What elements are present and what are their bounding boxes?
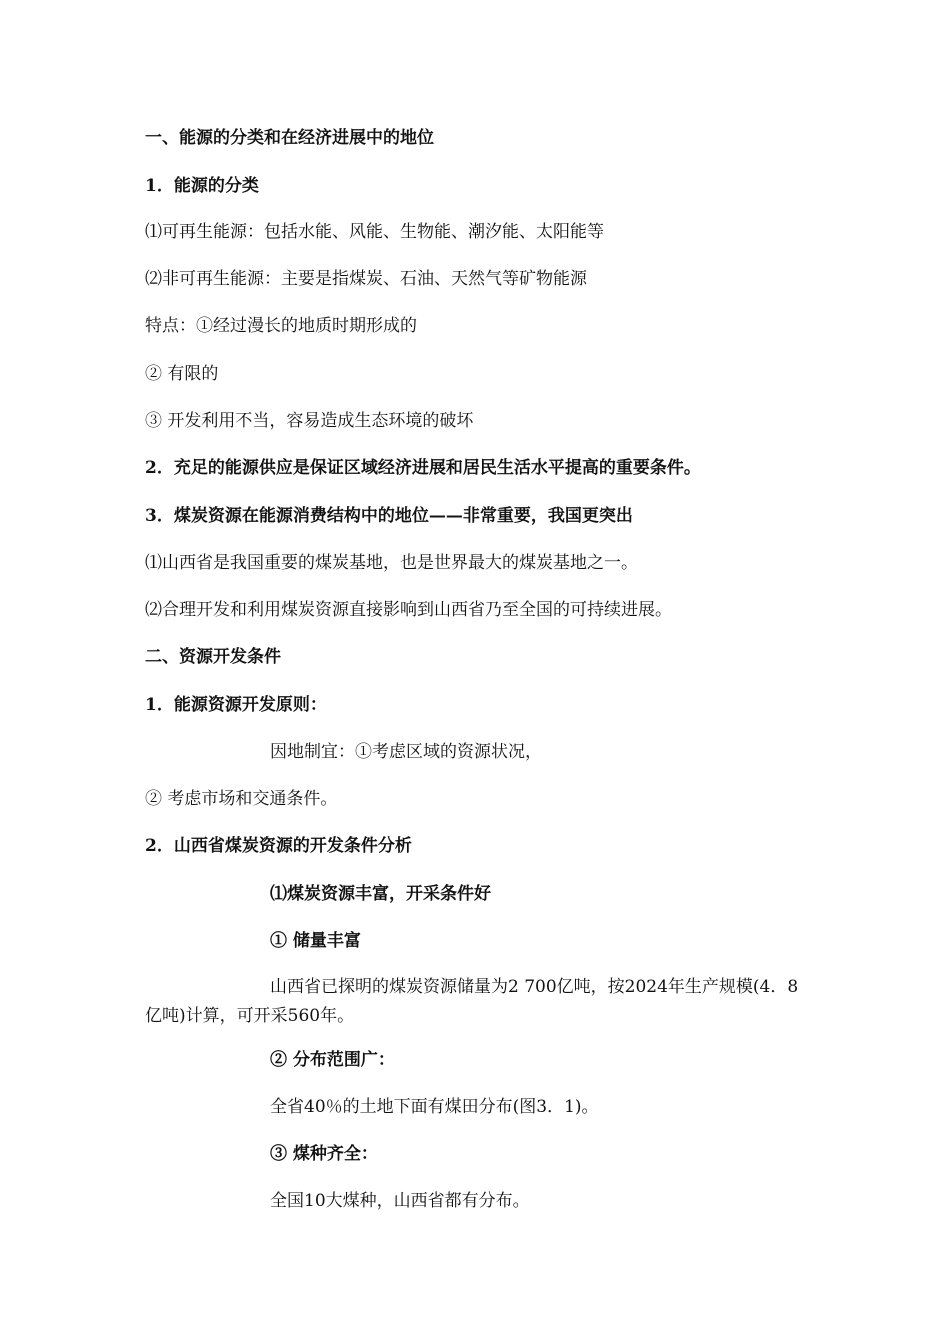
subheading-energy-classification: 1．能源的分类 [145, 176, 259, 196]
text-line: ③ 开发利用不当，容易造成生态环境的破坏 [145, 411, 474, 431]
section-heading-2: 二、资源开发条件 [145, 647, 281, 667]
text-line: ② 有限的 [145, 364, 219, 384]
text-line: 全国10大煤种，山西省都有分布。 [270, 1191, 530, 1211]
paragraph-reserves: 山西省已探明的煤炭资源储量为2 700亿吨，按2024年生产规模(4．8亿吨)计算，可开采560年。 [145, 977, 799, 1026]
subheading-coal-types: ③ 煤种齐全： [270, 1144, 378, 1164]
subheading-coal-status: 3．煤炭资源在能源消费结构中的地位——非常重要，我国更突出 [145, 506, 633, 526]
text-line: 特点：①经过漫长的地质时期形成的 [145, 316, 417, 336]
subheading-reserves: ① 储量丰富 [270, 931, 361, 951]
text-line: 全省40％的土地下面有煤田分布(图3．1)。 [270, 1097, 599, 1117]
text-line: 因地制宜：①考虑区域的资源状况， [270, 742, 542, 762]
text-line: ⑵非可再生能源：主要是指煤炭、石油、天然气等矿物能源 [145, 269, 587, 289]
subheading-distribution: ② 分布范围广： [270, 1050, 395, 1070]
section-heading-1: 一、能源的分类和在经济进展中的地位 [145, 128, 434, 148]
subheading-coal-rich: ⑴煤炭资源丰富，开采条件好 [270, 884, 491, 904]
subheading-development-principle: 1．能源资源开发原则： [145, 695, 327, 715]
text-line: ⑴可再生能源：包括水能、风能、生物能、潮汐能、太阳能等 [145, 222, 604, 242]
text-line: ⑵合理开发和利用煤炭资源直接影响到山西省乃至全国的可持续进展。 [145, 600, 672, 620]
subheading-shanxi-analysis: 2．山西省煤炭资源的开发条件分析 [145, 836, 412, 856]
text-line: ② 考虑市场和交通条件。 [145, 789, 338, 809]
subheading-energy-supply: 2．充足的能源供应是保证区域经济进展和居民生活水平提高的重要条件。 [145, 458, 701, 478]
text-line: ⑴山西省是我国重要的煤炭基地，也是世界最大的煤炭基地之一。 [145, 553, 638, 573]
